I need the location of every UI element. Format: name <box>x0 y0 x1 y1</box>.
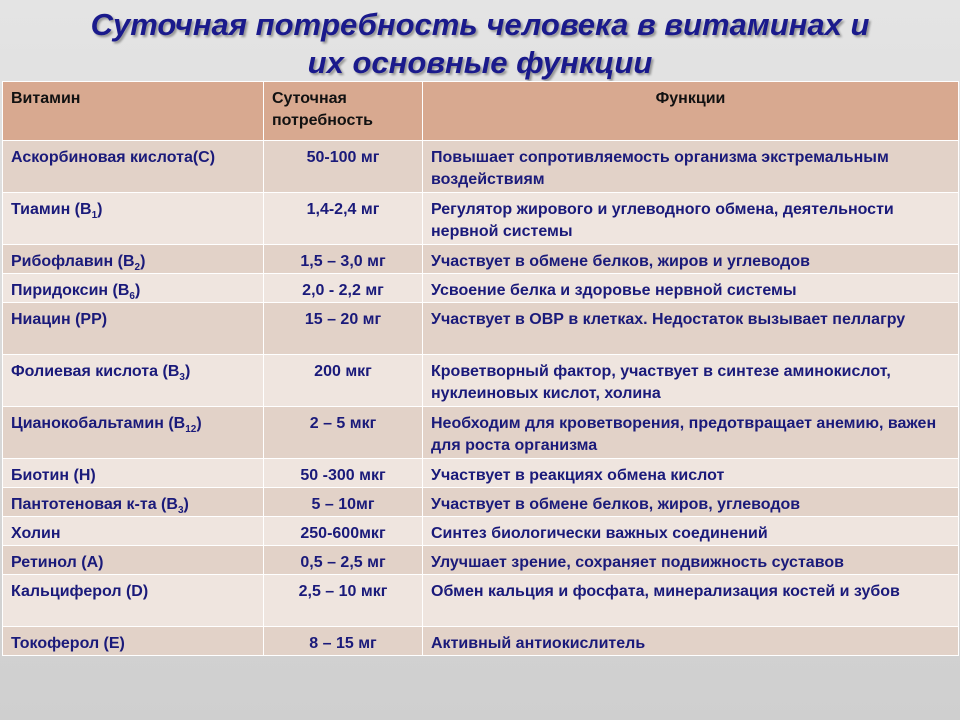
vitamin-suffix: ) <box>97 201 103 218</box>
daily-need: 2 – 5 мкг <box>264 407 423 459</box>
header-functions: Функции <box>423 82 959 141</box>
daily-need: 0,5 – 2,5 мг <box>264 546 423 575</box>
vitamin-name <box>3 141 264 193</box>
header-need-line-2: потребность <box>272 112 374 129</box>
vitamin-name-text: Аскорбиновая кислота(С) <box>11 149 216 166</box>
vitamin-function: Синтез биологически важных соединений <box>423 517 959 546</box>
daily-need: 200 мкг <box>264 355 423 407</box>
vitamin-function: Усвоение белка и здоровье нервной системы <box>423 274 959 303</box>
vitamin-suffix: ) <box>140 253 146 270</box>
table-row <box>3 193 959 245</box>
vitamin-name-text: Пантотеновая к-та (B <box>11 496 178 513</box>
vitamin-name <box>3 459 264 488</box>
vitamin-name <box>3 575 264 627</box>
vitamin-name-text: Ретинол (А) <box>11 554 104 571</box>
vitamin-name-text: Кальциферол (D) <box>11 583 149 600</box>
vitamin-name-text: Токоферол (Е) <box>11 635 125 652</box>
vitamins-table <box>2 81 959 656</box>
vitamin-name-text: Биотин (Н) <box>11 467 96 484</box>
table-row <box>3 407 959 459</box>
vitamin-name <box>3 193 264 245</box>
daily-need: 8 – 15 мг <box>264 627 423 656</box>
vitamin-name <box>3 245 264 274</box>
table-row <box>3 245 959 274</box>
vitamin-function: Кроветворный фактор, участвует в синтезе аминокислот, нуклеиновых кислот, холина <box>423 355 959 407</box>
header-vitamin: Витамин <box>3 82 264 141</box>
vitamin-suffix: ) <box>134 282 141 299</box>
vitamin-suffix: ) <box>183 496 189 513</box>
table-row <box>3 575 959 627</box>
vitamin-name-text: Цианокобальтамин (B <box>11 415 186 432</box>
vitamin-name <box>3 517 264 546</box>
vitamin-function: Повышает сопротивляемость организма экстремальным воздействиям <box>423 141 959 193</box>
vitamin-name-text: Фолиевая кислота (B <box>11 363 180 380</box>
vitamin-name <box>3 303 264 355</box>
vitamin-suffix: ) <box>196 415 202 432</box>
daily-need: 50-100 мг <box>264 141 423 193</box>
daily-need: 50 -300 мкг <box>264 459 423 488</box>
vitamin-name <box>3 407 264 459</box>
vitamin-function: Необходим для кроветворения, предотвращает анемию, важен для роста организма <box>423 407 959 459</box>
vitamin-function: Участвует в обмене белков, жиров, углеводов <box>423 488 959 517</box>
daily-need: 2,0 - 2,2 мг <box>264 274 423 303</box>
table-row <box>3 274 959 303</box>
table-row <box>3 355 959 407</box>
vitamin-name <box>3 627 264 656</box>
table-row <box>3 517 959 546</box>
vitamin-name-text: Холин <box>11 525 61 542</box>
vitamin-name <box>3 274 264 303</box>
vitamin-name-text: Пиридоксин (B <box>11 282 130 299</box>
vitamin-function: Участвует в реакциях обмена кислот <box>423 459 959 488</box>
table-row <box>3 627 959 656</box>
vitamin-name <box>3 546 264 575</box>
vitamin-subscript: 12 <box>185 424 197 436</box>
table-row <box>3 303 959 355</box>
vitamin-suffix: ) <box>184 363 191 380</box>
vitamin-name-text: Тиамин (B <box>11 201 92 218</box>
daily-need: 1,4-2,4 мг <box>264 193 423 245</box>
vitamin-name-text: Рибофлавин (B <box>11 253 135 270</box>
table-row <box>3 488 959 517</box>
header-need-line-1: Суточная <box>272 90 347 107</box>
vitamin-name <box>3 488 264 517</box>
daily-need: 1,5 – 3,0 мг <box>264 245 423 274</box>
vitamin-subscript: 6 <box>129 291 135 303</box>
title-line-1: Суточная потребность человека в витаминах и <box>90 7 870 42</box>
vitamin-name-text: Ниацин (РР) <box>11 311 108 328</box>
vitamin-function: Активный антиокислитель <box>423 627 959 656</box>
vitamin-subscript: 3 <box>177 505 184 517</box>
vitamin-subscript: 2 <box>134 262 141 274</box>
vitamin-name <box>3 355 264 407</box>
slide-title <box>0 6 960 82</box>
vitamin-function: Регулятор жирового и углеводного обмена, деятельности нервной системы <box>423 193 959 245</box>
vitamin-function: Обмен кальция и фосфата, минерализация костей и зубов <box>423 575 959 627</box>
header-daily-need <box>264 82 423 141</box>
vitamin-function: Участвует в обмене белков, жиров и углеводов <box>423 245 959 274</box>
table-row <box>3 546 959 575</box>
table-header-row <box>3 82 959 141</box>
daily-need: 2,5 – 10 мкг <box>264 575 423 627</box>
daily-need: 250-600мкг <box>264 517 423 546</box>
vitamin-function: Участвует в ОВР в клетках. Недостаток вызывает пеллагру <box>423 303 959 355</box>
title-line-2: их основные функции <box>307 45 653 80</box>
vitamin-subscript: 3 <box>179 372 185 384</box>
table-row <box>3 459 959 488</box>
daily-need: 5 – 10мг <box>264 488 423 517</box>
daily-need: 15 – 20 мг <box>264 303 423 355</box>
table-row <box>3 141 959 193</box>
vitamin-function: Улучшает зрение, сохраняет подвижность суставов <box>423 546 959 575</box>
vitamin-subscript: 1 <box>91 210 98 222</box>
